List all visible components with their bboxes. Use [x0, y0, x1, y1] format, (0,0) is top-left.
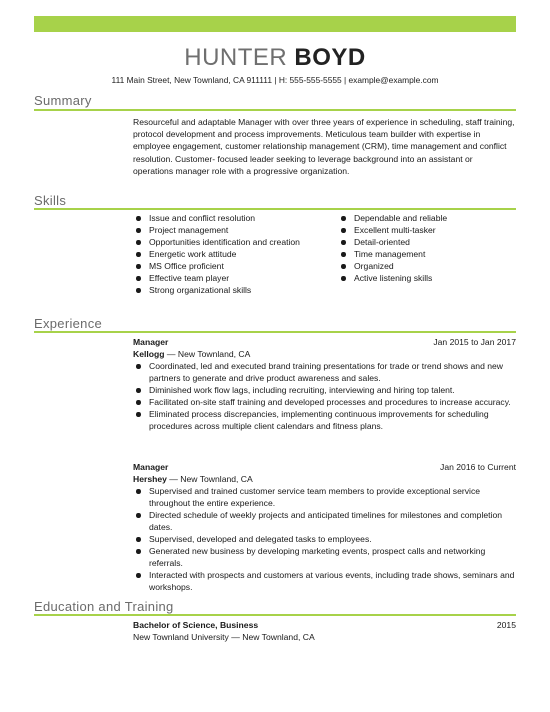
skill-item: Dependable and reliable — [338, 212, 518, 224]
skills-heading: Skills — [34, 193, 67, 208]
skill-item: MS Office proficient — [133, 260, 323, 272]
experience-heading: Experience — [34, 316, 103, 331]
degree: Bachelor of Science, Business — [133, 620, 259, 630]
job-bullet: Eliminated process discrepancies, implementing continuous improvements for scheduling procedures across multiple client calendars and fitness plans. — [133, 408, 516, 432]
summary-heading: Summary — [34, 93, 92, 108]
job-bullet: Facilitated on-site staff training and developed processes and procedures to increase accuracy. — [133, 396, 516, 408]
job-bullet: Supervised and trained customer service team members to provide exceptional service throughout the entire experience. — [133, 485, 516, 509]
company-location: New Townland, CA — [180, 474, 253, 484]
summary-text: Resourceful and adaptable Manager with over three years of experience in scheduling, staff training, protocol development and process improvements. Meticulous team builder with expertise in employee engagement, customer relationship management (CRM), time management and conflict resolution. Customer- focused leader seeking to leverage background into an assistant or operations manager role with a progressive organization. — [133, 117, 515, 176]
job-entry — [133, 461, 516, 593]
company-name: Hershey — [133, 474, 167, 484]
education-entry — [133, 619, 516, 643]
skill-item: Effective team player — [133, 272, 323, 284]
summary-rule — [34, 109, 516, 111]
skill-item: Project management — [133, 224, 323, 236]
skill-item: Energetic work attitude — [133, 248, 323, 260]
job-bullets — [133, 360, 516, 432]
job-bullets — [133, 485, 516, 593]
skill-item: Organized — [338, 260, 518, 272]
school-name: New Townland University — [133, 632, 229, 642]
job-employer: Hershey — New Townland, CA — [133, 474, 253, 484]
header-accent-bar — [34, 16, 516, 32]
job-title: Manager — [133, 462, 169, 472]
degree-field: Business — [219, 620, 259, 630]
job-dates: Jan 2015 to Jan 2017 — [433, 337, 516, 347]
job-bullet: Directed schedule of weekly projects and anticipated timelines for milestones and completion dates. — [133, 509, 516, 533]
job-header — [133, 461, 516, 473]
skill-item: Strong organizational skills — [133, 284, 323, 296]
education-school: New Townland University — New Townland, CA — [133, 632, 315, 642]
skill-item: Issue and conflict resolution — [133, 212, 323, 224]
job-bullet: Supervised, developed and delegated tasks to employees. — [133, 533, 516, 545]
education-header — [133, 619, 516, 631]
company-name: Kellogg — [133, 349, 165, 359]
job-employer: Kellogg — New Townland, CA — [133, 349, 251, 359]
education-heading: Education and Training — [34, 599, 174, 614]
skill-item: Active listening skills — [338, 272, 518, 284]
skill-item: Excellent multi-tasker — [338, 224, 518, 236]
job-title: Manager — [133, 337, 169, 347]
education-rule — [34, 614, 516, 616]
job-bullet: Diminished work flow lags, including recruiting, interviewing and hiring top talent. — [133, 384, 516, 396]
skills-list-right — [338, 212, 518, 284]
job-entry — [133, 336, 516, 432]
experience-rule — [34, 331, 516, 333]
school-location: New Townland, CA — [242, 632, 315, 642]
first-name: HUNTER — [184, 44, 288, 71]
job-header — [133, 336, 516, 348]
company-location: New Townland, CA — [177, 349, 251, 359]
skills-list-left — [133, 212, 323, 296]
skills-rule — [34, 208, 516, 210]
job-dates: Jan 2016 to Current — [440, 462, 516, 472]
skill-item: Detail-oriented — [338, 236, 518, 248]
skill-item: Opportunities identification and creation — [133, 236, 323, 248]
skill-item: Time management — [338, 248, 518, 260]
candidate-name — [0, 44, 550, 72]
last-name: BOYD — [294, 44, 366, 71]
degree-name: Bachelor of Science — [133, 620, 216, 630]
graduation-year: 2015 — [496, 620, 516, 630]
job-bullet: Generated new business by developing marketing events, prospect calls and networking referrals. — [133, 545, 516, 569]
job-bullet: Interacted with prospects and customers at various events, including trade shows, seminars and workshops. — [133, 569, 516, 593]
contact-info: 111 Main Street, New Townland, CA 911111 | H: 555-555-5555 | example@example.com — [111, 75, 439, 85]
job-bullet: Coordinated, led and executed brand training presentations for trade or trend shows and new partners to generate and drive product awareness and sales. — [133, 360, 516, 384]
